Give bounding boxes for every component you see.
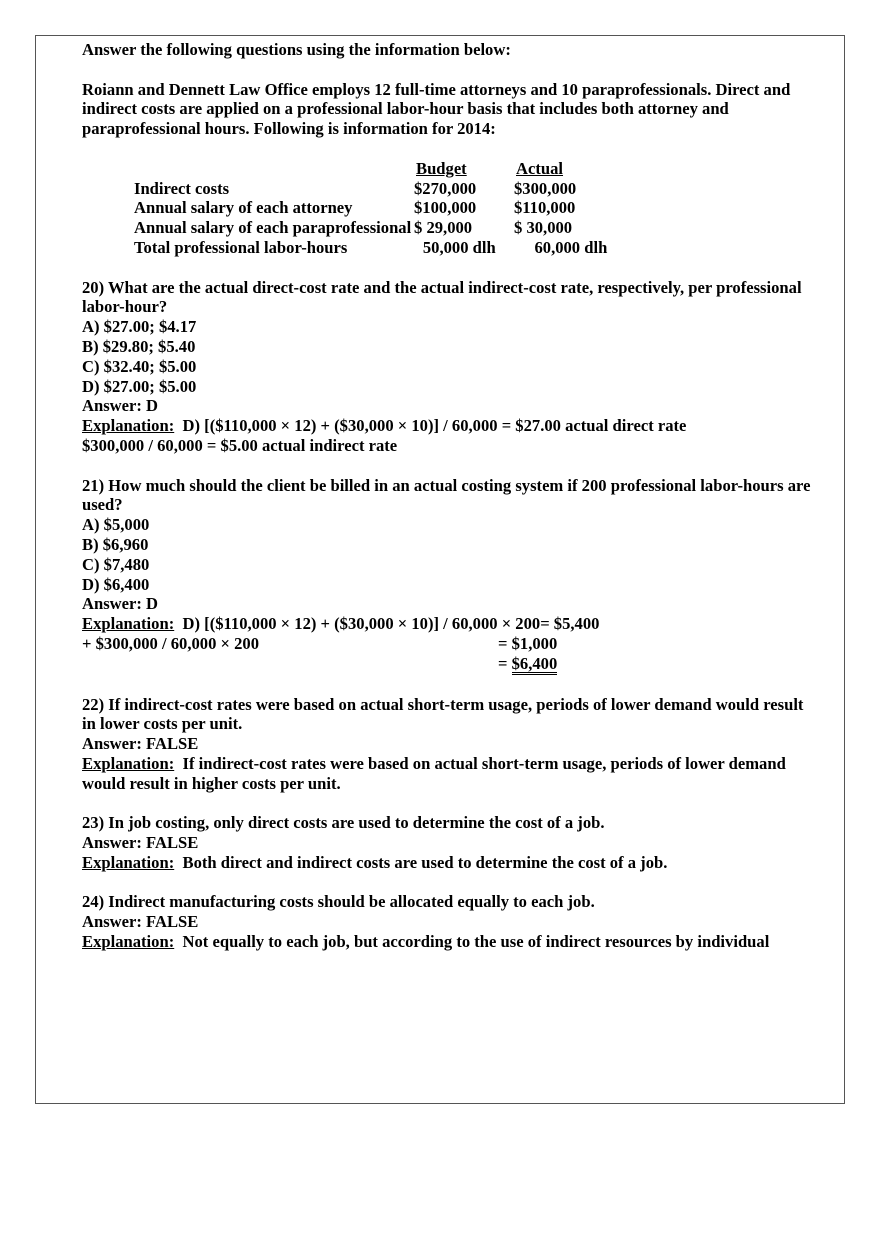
answer: Answer: FALSE [82, 833, 199, 853]
question-text: 21) How much should the client be billed in an actual costing system if 200 professional labor-hours are used? [82, 475, 811, 515]
budget-value: 50,000 dlh [422, 237, 496, 257]
option-d: D) $27.00; $5.00 [82, 376, 197, 396]
total-value: $6,400 [511, 653, 558, 673]
explanation-label: Explanation: [82, 852, 175, 872]
option-a: A) $27.00; $4.17 [82, 317, 197, 337]
option-a: A) $5,000 [82, 515, 150, 535]
explanation-label: Explanation: [82, 416, 175, 436]
table-row [134, 218, 654, 238]
explanation [82, 853, 812, 873]
budget-value: $ 29,000 [414, 218, 473, 238]
row-label: Annual salary of each attorney [134, 198, 353, 218]
question-text: 20) What are the actual direct-cost rate and the actual indirect-cost rate, respectively, per professional labor-hour? [82, 277, 802, 317]
question-24 [82, 892, 812, 951]
row-label: Indirect costs [134, 178, 230, 198]
answer: Answer: D [82, 594, 159, 614]
question-22 [82, 695, 812, 794]
explanation-label: Explanation: [82, 753, 175, 773]
table-row [134, 179, 654, 199]
budget-value: $270,000 [414, 178, 477, 198]
question-text: 23) In job costing, only direct costs are used to determine the cost of a job. [82, 813, 605, 833]
explanation-label: Explanation: [82, 932, 175, 952]
table-row [134, 198, 654, 218]
explanation-continued: $300,000 / 60,000 = $5.00 actual indirect rate [82, 435, 398, 455]
question-21 [82, 476, 812, 675]
explanation-label: Explanation: [82, 614, 175, 634]
explanation-text: Both direct and indirect costs are used to determine the cost of a job. [182, 852, 668, 872]
actual-value: $300,000 [514, 178, 577, 198]
option-d: D) $6,400 [82, 574, 150, 594]
answer: Answer: FALSE [82, 734, 199, 754]
option-c: C) $32.40; $5.00 [82, 356, 197, 376]
explanation [82, 754, 812, 794]
explanation-right: = $1,000 [498, 633, 558, 653]
question-text: 24) Indirect manufacturing costs should be allocated equally to each job. [82, 892, 595, 912]
explanation-text: If indirect-cost rates were based on actual short-term usage, periods of lower demand would result in higher costs per unit. [82, 753, 786, 793]
answer: Answer: FALSE [82, 912, 199, 932]
explanation-line-2 [82, 634, 812, 654]
table-header-row [134, 159, 654, 179]
intro-text: Answer the following questions using the information below: [82, 40, 511, 59]
explanation [82, 416, 812, 436]
scenario-text: Roiann and Dennett Law Office employs 12 full-time attorneys and 10 paraprofessionals. Direct and indirect costs are applied on a professional labor-hour basis that includes both attorney and paraprofessional hours. Following is information for 2014: [82, 79, 791, 139]
document-content [82, 40, 812, 952]
table-header-blank [134, 159, 414, 179]
budget-value: $100,000 [414, 198, 477, 218]
option-b: B) $6,960 [82, 534, 149, 554]
actual-value: $110,000 [514, 198, 576, 218]
explanation [82, 614, 812, 634]
question-20 [82, 278, 812, 456]
table-header-actual: Actual [516, 158, 564, 178]
explanation [82, 932, 812, 952]
total-prefix: = [498, 653, 512, 673]
answer: Answer: D [82, 396, 159, 416]
table-header-budget: Budget [416, 158, 467, 178]
explanation-left: + $300,000 / 60,000 × 200 [82, 633, 260, 653]
row-label: Annual salary of each paraprofessional [134, 218, 412, 238]
explanation-text: D) [($110,000 × 12) + ($30,000 × 10)] / 60,000 × 200= $5,400 [182, 614, 600, 634]
explanation-text: D) [($110,000 × 12) + ($30,000 × 10)] / 60,000 = $27.00 actual direct rate [182, 416, 687, 436]
actual-value: 60,000 dlh [534, 237, 608, 257]
option-b: B) $29.80; $5.40 [82, 336, 196, 356]
cost-table [134, 159, 654, 258]
table-row [134, 238, 654, 258]
question-23 [82, 813, 812, 872]
question-text: 22) If indirect-cost rates were based on actual short-term usage, periods of lower demand would result in lower costs per unit. [82, 694, 804, 734]
row-label: Total professional labor-hours [134, 237, 348, 257]
option-c: C) $7,480 [82, 554, 150, 574]
actual-value: $ 30,000 [514, 218, 573, 238]
explanation-text: Not equally to each job, but according to the use of indirect resources by individual [182, 932, 770, 952]
explanation-total [82, 654, 812, 675]
